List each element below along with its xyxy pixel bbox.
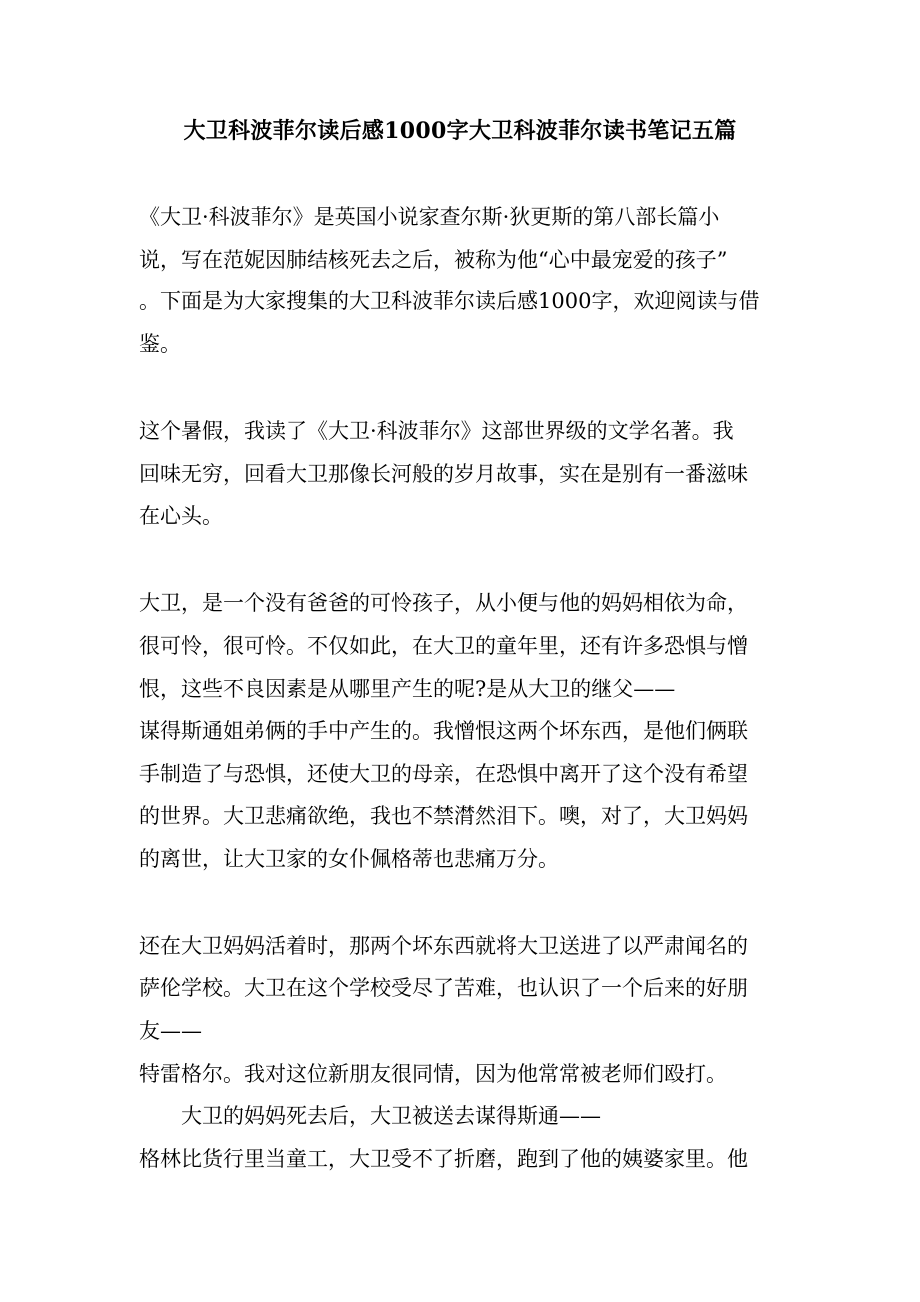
paragraph-line: 手制造了与恐惧，还使大卫的母亲，在恐惧中离开了这个没有希望	[139, 762, 748, 786]
paragraph-line: 萨伦学校。大卫在这个学校受尽了苦难，也认识了一个后来的好朋	[139, 976, 748, 1000]
paragraph-line: 回味无穷，回看大卫那像长河般的岁月故事，实在是别有一番滋味	[139, 462, 748, 486]
paragraph-line: 鉴。	[139, 332, 181, 356]
paragraph-line: 。下面是为大家搜集的大卫科波菲尔读后感1000字，欢迎阅读与借	[139, 289, 760, 313]
paragraph-line: 谋得斯通姐弟俩的手中产生的。我憎恨这两个坏东西，是他们俩联	[139, 719, 748, 743]
document-title: 大卫科波菲尔读后感1000字大卫科波菲尔读书笔记五篇	[183, 118, 737, 144]
paragraph-line: 友——	[139, 1019, 202, 1043]
paragraph-line: 恨，这些不良因素是从哪里产生的呢?是从大卫的继父——	[139, 677, 676, 701]
paragraph-line: 在心头。	[139, 504, 223, 528]
paragraph-line: 说，写在范妮因肺结核死去之后，被称为他“心中最宠爱的孩子”	[139, 248, 728, 272]
paragraph-line: 很可怜，很可怜。不仅如此，在大卫的童年里，还有许多恐惧与憎	[139, 634, 748, 658]
paragraph-line: 这个暑假，我读了《大卫·科波菲尔》这部世界级的文学名著。我	[139, 419, 734, 443]
paragraph-line: 大卫的妈妈死去后，大卫被送去谋得斯通——	[181, 1104, 601, 1128]
paragraph-line: 的离世，让大卫家的女仆佩格蒂也悲痛万分。	[139, 847, 559, 871]
paragraph-line: 《大卫·科波菲尔》是英国小说家查尔斯·狄更斯的第八部长篇小	[139, 205, 720, 229]
paragraph-line: 特雷格尔。我对这位新朋友很同情，因为他常常被老师们殴打。	[139, 1062, 727, 1086]
paragraph-line: 格林比货行里当童工，大卫受不了折磨，跑到了他的姨婆家里。他	[139, 1147, 748, 1171]
paragraph-line: 的世界。大卫悲痛欲绝，我也不禁潸然泪下。噢，对了，大卫妈妈	[139, 804, 748, 828]
paragraph-line: 还在大卫妈妈活着时，那两个坏东西就将大卫送进了以严肃闻名的	[139, 934, 748, 958]
paragraph-line: 大卫，是一个没有爸爸的可怜孩子，从小便与他的妈妈相依为命，	[139, 591, 748, 615]
